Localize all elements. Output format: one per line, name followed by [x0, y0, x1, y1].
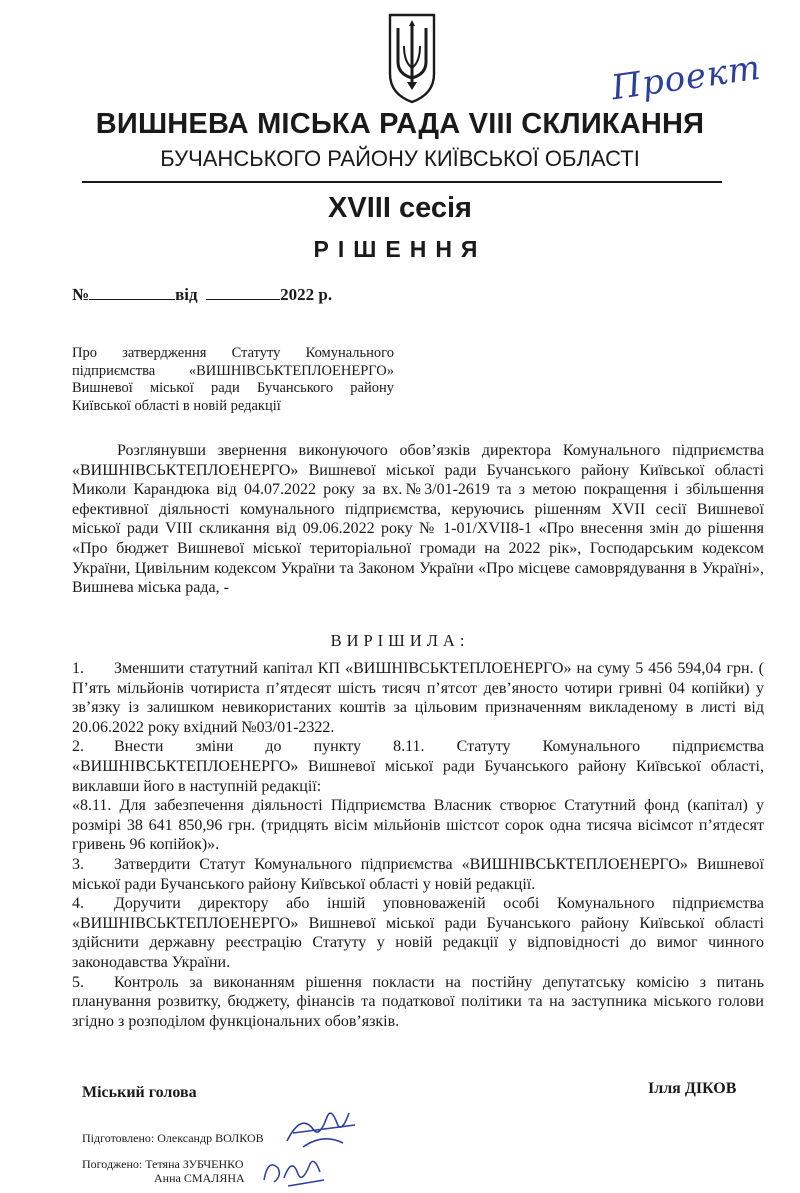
- number-date-line: [72, 283, 332, 305]
- decision-item-3: 3. Затвердити Статут Комунального підприємства «ВИШНІВСЬКТЕПЛОЕНЕРГО» Вишневої міської ради Бучанського району Київської області у новій редакції.: [72, 855, 764, 893]
- signatory-name: Ілля ДІКОВ: [648, 1080, 737, 1097]
- decision-subject: Про затвердження Статуту Комунального підприємства «ВИШНІВСЬКТЕПЛОЕНЕРГО» Вишневої міської ради Бучанського району Київської області в новій редакції: [72, 345, 394, 414]
- year-text: 2022 р.: [280, 285, 333, 304]
- document-type: РІШЕННЯ: [313, 236, 487, 262]
- date-label: від: [175, 285, 198, 304]
- header-divider: [82, 181, 722, 183]
- decision-item-1: 1. Зменшити статутний капітал КП «ВИШНІВСЬКТЕПЛОЕНЕРГО» на суму 5 456 594,04 грн. ( П’ять мільйонів чотириста п’ятдесят шість тисяч п’ятсот дев’яносто чотири гривні 04 копійки) у зв’язку із залишком невикористаних коштів за цільовим призначенням викладеному в листі від 20.06.2022 року вхідний №03/01-2322.: [72, 660, 764, 736]
- trident-coat-of-arms-icon: [387, 12, 437, 104]
- decision-item-5: 5. Контроль за виконанням рішення покласти на постійну депутатську комісію з питань планування розвитку, бюджету, фінансів та податкової політики та на заступника міського голови згідно з розподілом функціональних обов’язків.: [72, 973, 764, 1030]
- signatory-title: Міський голова: [82, 1084, 197, 1101]
- handwritten-signature-icon: [283, 1103, 363, 1153]
- date-blank: [206, 283, 280, 300]
- agreed-by-first: Погоджено: Тетяна ЗУБЧЕНКО: [82, 1157, 244, 1171]
- agreed-by: [82, 1158, 245, 1185]
- session-title: XVIII сесія: [328, 192, 472, 224]
- preamble-paragraph: Розглянувши звернення виконуючого обов’язків директора Комунального підприємства «ВИШНІВСЬКТЕПЛОЕНЕРГО» Вишневої міської ради Бучанського району Київської області Миколи Карандюка від 04.07.2022 року за вх.№3/01-2619 та з метою покращення і збільшення ефективної діяльності комунального підприємства, керуючись рішенням XVII сесії Вишневої міської ради VIII скликання від 09.06.2022 року № 1-01/XVII8-1 «Про внесення змін до рішення «Про бюджет Вишневої міської територіальної громади на 2022 рік», Господарським кодексом України, Цивільним кодексом України та Законом України «Про місцеве самоврядування в Україні», Вишнева міська рада, -: [72, 442, 764, 597]
- decision-item-2: 2. Внести зміни до пункту 8.11. Статуту Комунального підприємства «ВИШНІВСЬКТЕПЛОЕНЕРГО» Вишневої міської ради Бучанського району Київської області, виклавши його в наступній редакції:: [72, 738, 764, 795]
- decision-item-2-quote: «8.11. Для забезпечення діяльності Підприємства Власник створює Статутний фонд (капітал) у розмірі 38 641 850,96 грн. (тридцять вісім мільйонів шістсот сорок одна тисяча вісімсот п’ятдесят гривень 96 копійок)».: [72, 797, 764, 854]
- resolved-heading: ВИРІШИЛА:: [330, 631, 470, 650]
- council-title: ВИШНЕВА МІСЬКА РАДА VIII СКЛИКАННЯ: [95, 108, 705, 140]
- handwritten-initials-icon: [258, 1150, 330, 1190]
- district-subtitle: БУЧАНСЬКОГО РАЙОНУ КИЇВСЬКОЇ ОБЛАСТІ: [160, 146, 640, 171]
- prepared-by: Підготовлено: Олександр ВОЛКОВ: [82, 1131, 264, 1145]
- agreed-by-second: Анна СМАЛЯНА: [154, 1170, 245, 1185]
- draft-stamp: Проект: [608, 47, 764, 109]
- number-blank: [89, 283, 175, 300]
- decision-item-4: 4. Доручити директору або іншій уповноваженій особі Комунального підприємства «ВИШНІВСЬКТЕПЛОЕНЕРГО» Вишневої міської ради Бучанського району Київської області здійснити державну реєстрацію Статуту у новій редакції у відповідності до вимог чинного законодавства України.: [72, 895, 764, 971]
- number-label: №: [72, 285, 90, 304]
- decision-items: [72, 659, 764, 1031]
